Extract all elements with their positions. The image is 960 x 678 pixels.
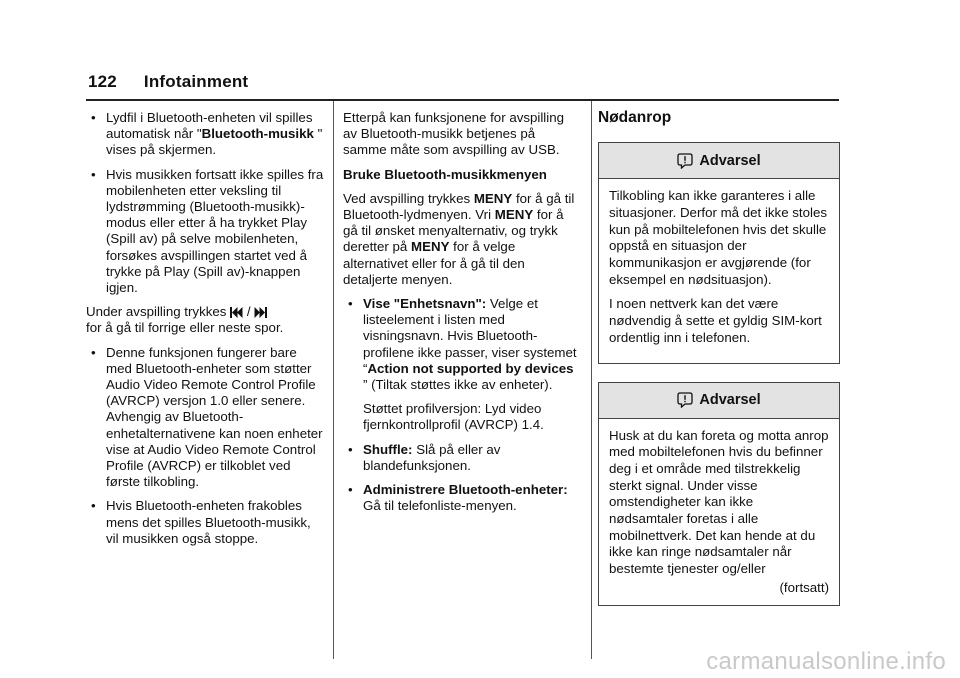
skip-back-icon bbox=[230, 307, 243, 318]
page-number: 122 bbox=[88, 72, 117, 91]
paragraph: Etterpå kan funksjonene for avspilling av Bluetooth-musikk betjenes på samme måte som avspilling av USB. bbox=[343, 110, 565, 158]
warning-box bbox=[598, 382, 840, 606]
warning-title: Advarsel bbox=[699, 152, 761, 169]
list-item: • Shuffle: Slå på eller av blandefunksjonen. bbox=[348, 441, 501, 473]
column-2 bbox=[343, 110, 580, 522]
skip-forward-icon bbox=[254, 307, 267, 318]
list-item: • Administrere Bluetooth-enheter: Gå til telefonliste-menyen. bbox=[348, 482, 568, 514]
page-header bbox=[88, 72, 248, 92]
paragraph: Under avspilling trykkes / for å gå til forrige eller neste spor. bbox=[86, 304, 284, 336]
warning-header bbox=[599, 383, 839, 419]
warning-header bbox=[599, 143, 839, 179]
warning-body: Husk at du kan foreta og motta anrop med mobiltelefonen hvis du befinner deg i et område med tilstrekkelig sterkt signal. Under visse omstendigheter kan ikke nødsamtaler foretas i alle mobilnettverk. Det kan hende at du ikke kan ringe nødsamtaler når bestemte tjenester og/eller (fortsatt) bbox=[609, 427, 829, 595]
continued-label: (fortsatt) bbox=[779, 579, 829, 595]
warning-box bbox=[598, 142, 840, 363]
section-title: Nødanrop bbox=[598, 109, 672, 126]
subheading: Bruke Bluetooth-musikkmenyen bbox=[343, 166, 547, 182]
column-divider-1 bbox=[333, 101, 334, 659]
list-item: • Hvis musikken fortsatt ikke spilles fra mobilenheten etter veksling til lydstrømming (Bluetooth-musikk)-modus eller etter å ha trykket Play (Spill av) på selve mobilenheten, forsøkes avspillingen startet ved å trykke på Play (Spill av)-knappen igjen. bbox=[91, 166, 324, 296]
list-item: • Denne funksjonen fungerer bare med Bluetooth-enheter som støtter Audio Video Remote Control Profile (AVRCP) versjon 1.0 eller senere. Avhengig av Bluetooth-enhetalternativene kan noen enheter vise at Audio Video Remote Control Profile (AVRCP) er tilkoblet ved første tilkobling. bbox=[91, 344, 323, 490]
watermark: carmanualsonline.info bbox=[706, 648, 946, 675]
list-item: • Lydfil i Bluetooth-enheten vil spilles automatisk når "Bluetooth-musikk " vises på skjermen. bbox=[91, 110, 323, 158]
header-rule bbox=[86, 99, 839, 101]
warning-body: Tilkobling kan ikke garanteres i alle situasjoner. Derfor må det ikke stoles kun på mobiltelefonen hvis det skulle oppstå en situasjon der kommunikasjon er avgjørende (for eksempel en nødsituasjon). I noen nettverk kan det være nødvendig å sette et gyldig SIM-kort ordentlig inn i telefonen. bbox=[609, 188, 828, 345]
warning-title: Advarsel bbox=[699, 391, 761, 408]
list-item: • Vise "Enhetsnavn": Velge et listeelement i listen med visningsnavn. Hvis Bluetooth-profilene ikke passer, viser systemet “Action not supported by devices ” (Tiltak støttes ikke av enheter). bbox=[348, 296, 577, 393]
page-title: Infotainment bbox=[143, 72, 249, 91]
warning-icon bbox=[677, 153, 693, 169]
paragraph: Ved avspilling trykkes MENY for å gå til Bluetooth-lydmenyen. Vri MENY for å gå til ønsket menyalternativ, og trykk deretter på MENY for å velge alternativet eller for å gå til den detaljerte menyen. bbox=[343, 190, 575, 287]
column-3 bbox=[598, 110, 840, 624]
warning-icon bbox=[677, 392, 693, 408]
list-item-note: Støttet profilversjon: Lyd video fjernkontrollprofil (AVRCP) 1.4. bbox=[363, 401, 544, 433]
list-item: • Hvis Bluetooth-enheten frakobles mens det spilles Bluetooth-musikk, vil musikken også stoppe. bbox=[91, 498, 311, 546]
column-divider-2 bbox=[591, 101, 592, 659]
column-1 bbox=[86, 110, 324, 555]
